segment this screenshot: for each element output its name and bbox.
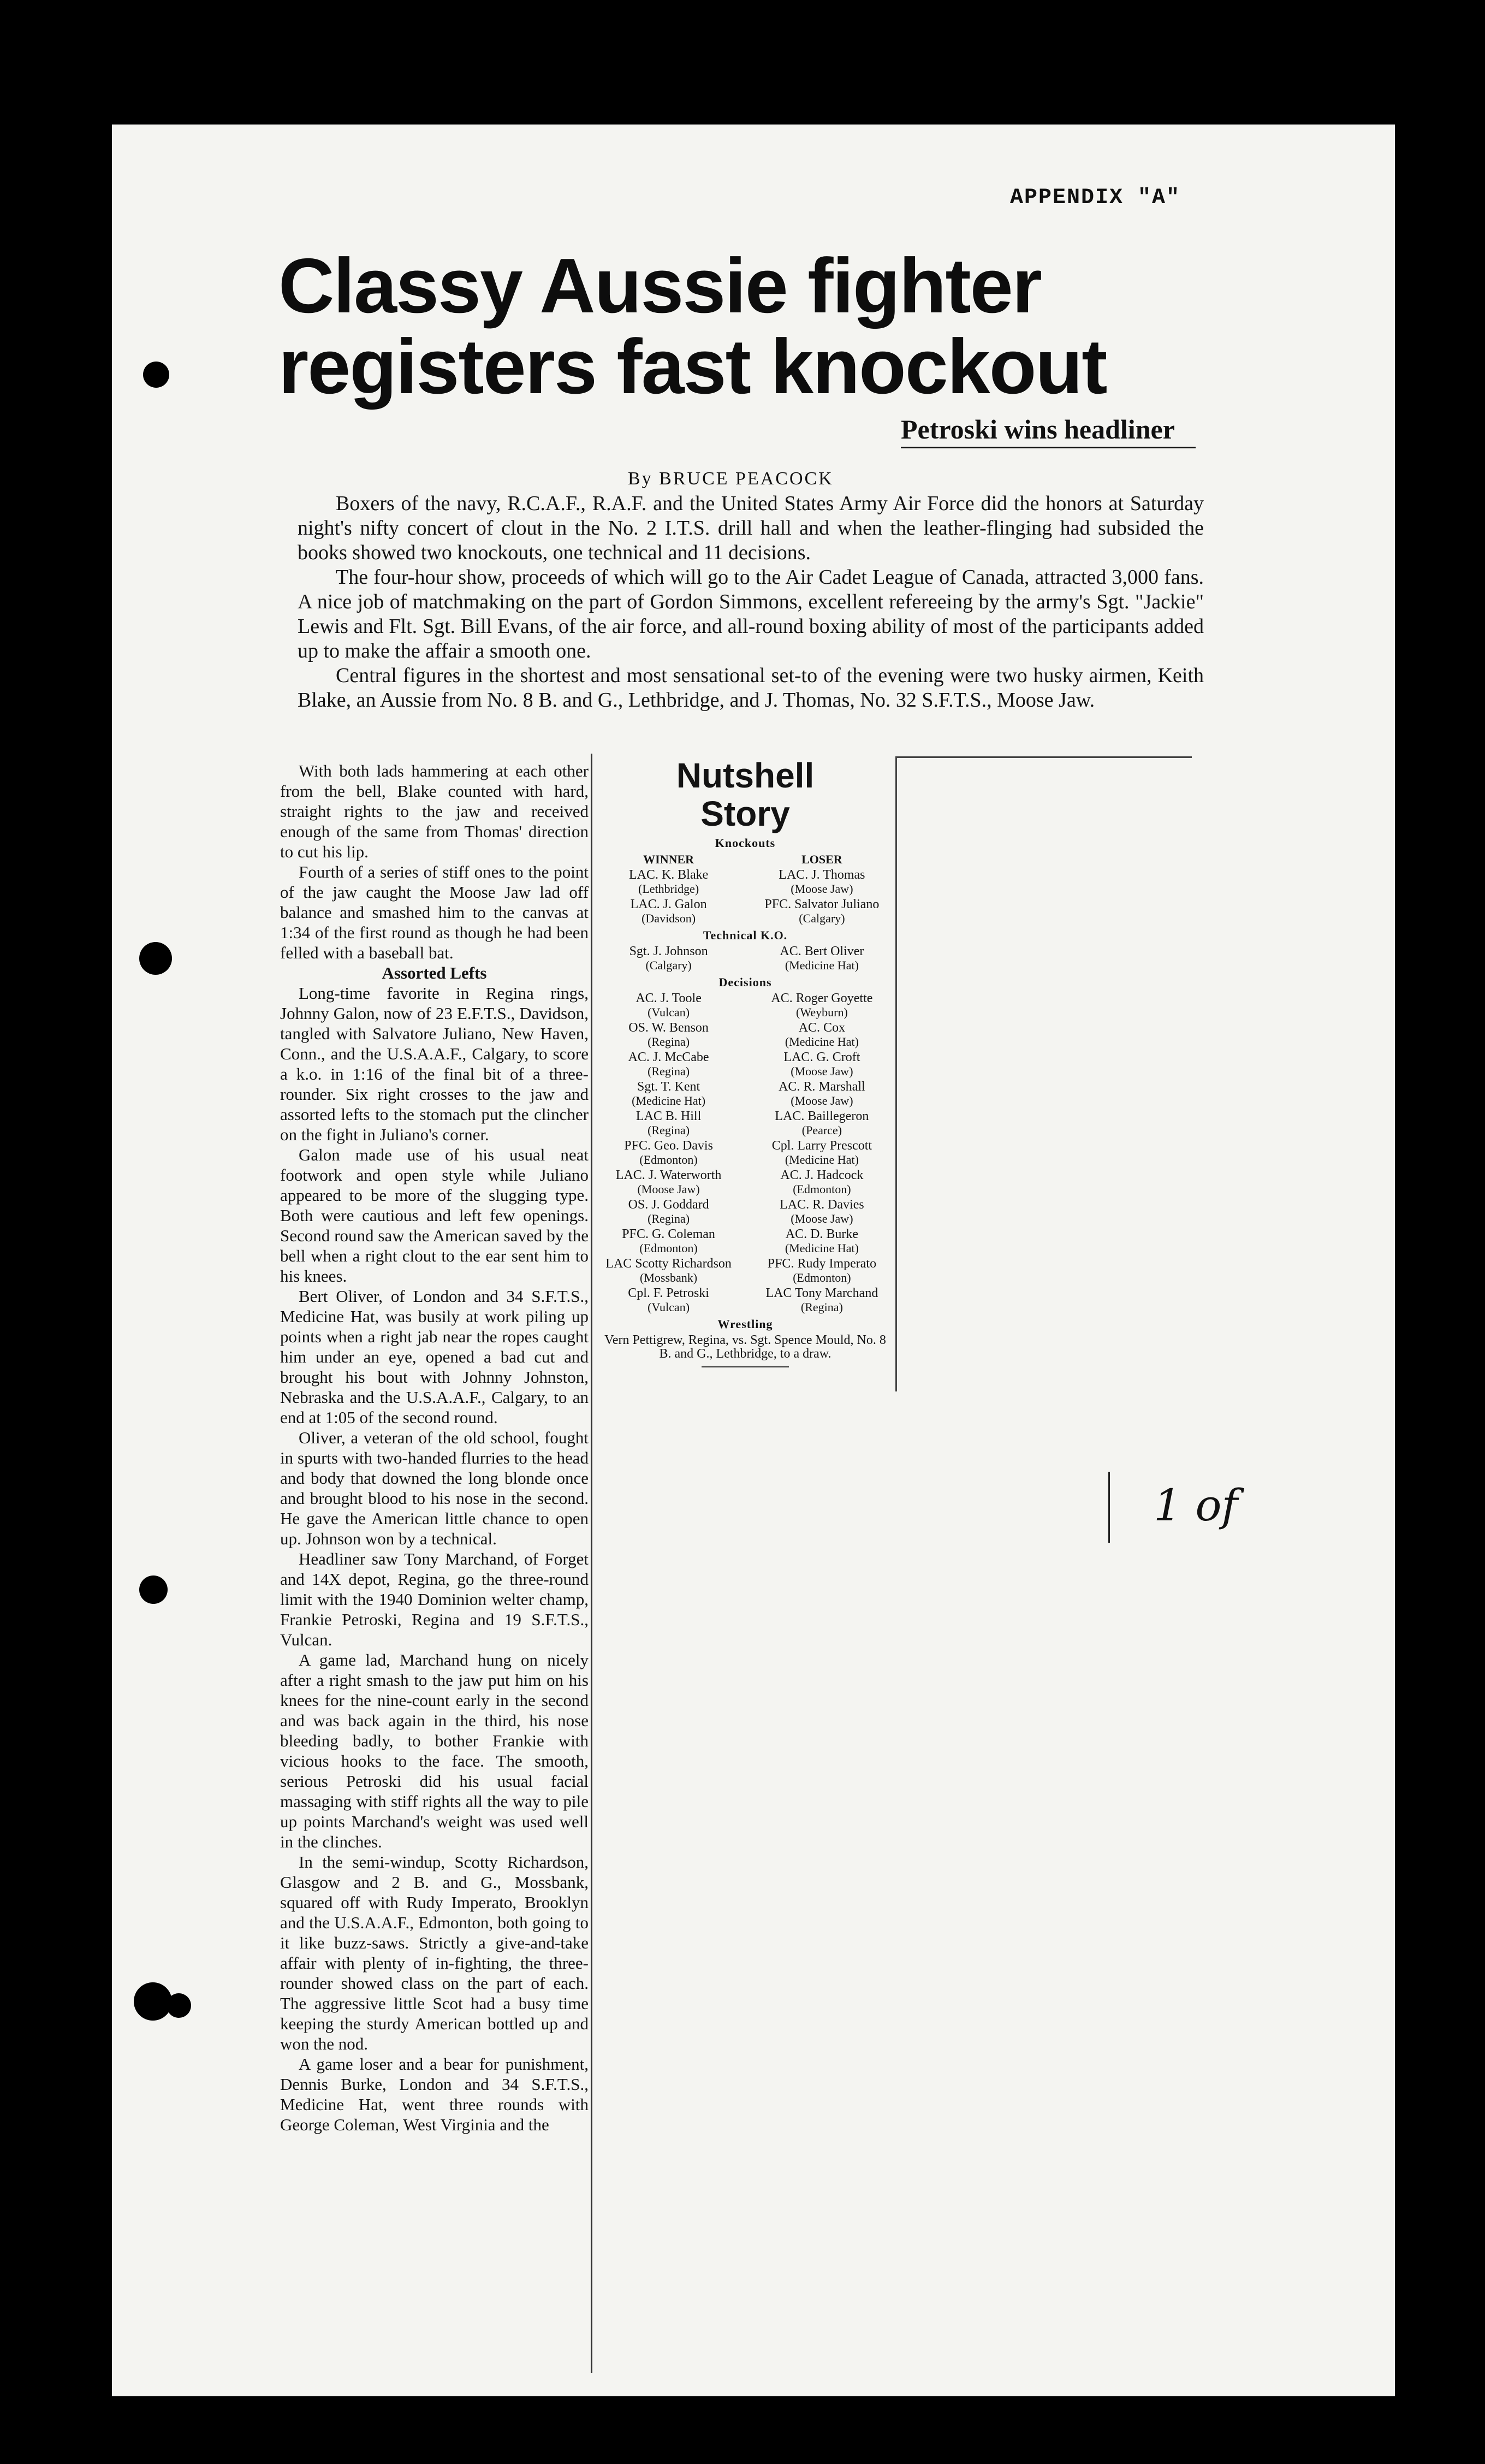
loser-station: (Weyburn)	[796, 1005, 848, 1019]
winner-name: LAC B. Hill	[635, 1109, 702, 1123]
loser-name: PFC. Rudy Imperato	[767, 1257, 877, 1271]
paragraph: Long-time favorite in Regina rings, Johnny Galon, now of 23 E.F.T.S., Davidson, tangled with Salvatore Juliano, New Haven, Conn., and the U.S.A.A.F., Calgary, to score a k.o. in 1:16 of the final bit of a three-rounder. Six right crosses to the jaw and assorted lefts to the stomach put the clincher on the fight in Juliano's corner.	[280, 984, 589, 1144]
loser-station: (Medicine Hat)	[785, 1153, 859, 1166]
loser-header: LOSER	[801, 852, 842, 866]
loser-name: AC. D. Burke	[785, 1227, 859, 1241]
loser-cell	[751, 1139, 893, 1166]
paragraph: Bert Oliver, of London and 34 S.F.T.S., Medicine Hat, was busily at work piling up points when a right jab near the ropes caught him under an eye, opened a bad cut and brought his bout with Johnny Johnston, Nebraska and the U.S.A.A.F., Calgary, to an end at 1:05 of the second round.	[280, 1287, 589, 1427]
result-row	[598, 1051, 893, 1078]
loser-name: LAC. Baillegeron	[775, 1109, 869, 1123]
result-row	[598, 1021, 893, 1049]
loser-cell	[751, 1021, 893, 1049]
headline-line: Classy Aussie fighter	[278, 242, 1041, 329]
loser-cell	[751, 1198, 893, 1225]
loser-cell	[751, 1287, 893, 1314]
winner-cell	[598, 1051, 739, 1078]
loser-station: (Edmonton)	[793, 1271, 851, 1284]
column-headers	[598, 852, 893, 866]
paragraph: Boxers of the navy, R.C.A.F., R.A.F. and the United States Army Air Force did the honors at Saturday night's nifty concert of clout in the No. 2 I.T.S. drill hall and when the leather-flinging had subsided the books showed two knockouts, one technical and 11 decisions.	[298, 492, 1204, 564]
winner-cell	[598, 945, 739, 972]
paragraph: Headliner saw Tony Marchand, of Forget and 14X depot, Regina, go the three-round limit with the 1940 Dominion welter champ, Frankie Petroski, Regina and 19 S.F.T.S., Vulcan.	[280, 1549, 589, 1649]
paragraph: A game lad, Marchand hung on nicely after a right smash to the jaw put him on his knees for the nine-count early in the second and was back again in the third, his nose bleeding badly, to bother Frankie with vicious hooks to the face. The smooth, serious Petroski did his usual facial massaging with stiff rights all the way to pile up points Marchand's weight was used well in the clinches.	[280, 1650, 589, 1851]
loser-name: PFC. Salvator Juliano	[764, 897, 880, 911]
article-column	[280, 761, 589, 2135]
loser-name: LAC. R. Davies	[780, 1198, 864, 1212]
loser-name: AC. Bert Oliver	[780, 944, 864, 958]
winner-station: (Moose Jaw)	[637, 1182, 700, 1196]
winner-station: (Vulcan)	[648, 1005, 690, 1019]
result-row	[598, 1228, 893, 1255]
loser-station: (Moose Jaw)	[791, 1094, 853, 1107]
punch-hole	[134, 1982, 172, 2021]
nutshell-title: Nutshell	[676, 756, 815, 795]
loser-name: LAC. G. Croft	[783, 1050, 860, 1064]
lead-paragraphs	[298, 491, 1204, 713]
loser-cell	[751, 868, 893, 896]
winner-name: LAC. J. Waterworth	[615, 1168, 722, 1182]
technical-label: Technical K.O.	[703, 928, 788, 942]
result-row	[598, 898, 893, 925]
loser-station: (Moose Jaw)	[791, 1064, 853, 1078]
knockouts-label: Knockouts	[715, 836, 776, 850]
winner-name: Sgt. J. Johnson	[629, 944, 708, 958]
punch-hole	[139, 942, 172, 975]
winner-station: (Medicine Hat)	[632, 1094, 706, 1107]
result-row	[598, 1169, 893, 1196]
winner-name: LAC. K. Blake	[628, 868, 709, 882]
winner-cell	[598, 1169, 739, 1196]
winner-cell	[598, 1287, 739, 1314]
winner-name: Sgt. T. Kent	[637, 1080, 700, 1094]
loser-name: AC. J. Hadcock	[780, 1168, 864, 1182]
end-rule	[702, 1366, 789, 1367]
winner-station: (Regina)	[648, 1123, 690, 1137]
paragraph: Fourth of a series of stiff ones to the point of the jaw caught the Moose Jaw lad off balance and smashed him to the canvas at 1:34 of the first round as though he had been felled with a baseball bat.	[280, 862, 589, 962]
blank-frame	[895, 756, 1192, 1391]
winner-name: AC. J. Toole	[635, 991, 702, 1005]
loser-cell	[751, 1051, 893, 1078]
paragraph: The four-hour show, proceeds of which will go to the Air Cadet League of Canada, attracted 3,000 fans. A nice job of matchmaking on the part of Gordon Simmons, excellent refereeing by the army's Sgt. "Jackie" Lewis and Flt. Sgt. Bill Evans, of the air force, and all-round boxing ability of most of the participants added up to make the affair a smooth one.	[298, 566, 1204, 662]
loser-name: AC. Cox	[798, 1021, 846, 1035]
loser-cell	[751, 898, 893, 925]
column-divider	[591, 754, 592, 2373]
wrestling-result: Vern Pettigrew, Regina, vs. Sgt. Spence Mould, No. 8 B. and G., Lethbridge, to a draw.	[604, 1333, 886, 1361]
winner-station: (Mossbank)	[640, 1271, 698, 1284]
winner-cell	[598, 898, 739, 925]
paragraph: Galon made use of his usual neat footwork and open style while Juliano appeared to be more of the slugging type. Both were cautious and left few openings. Second round saw the American saved by the bell when a right clout to the ear sent him to his knees.	[280, 1145, 589, 1286]
byline: By BRUCE PEACOCK	[628, 469, 834, 489]
winner-cell	[598, 1198, 739, 1225]
winner-cell	[598, 1228, 739, 1255]
winner-name: OS. W. Benson	[628, 1021, 709, 1035]
winner-cell	[598, 1257, 739, 1284]
result-row	[598, 1139, 893, 1166]
loser-station: (Moose Jaw)	[791, 882, 853, 896]
punch-hole	[139, 1575, 168, 1604]
section-subhead: Assorted Lefts	[382, 963, 487, 982]
loser-name: AC. R. Marshall	[779, 1080, 865, 1094]
handwritten-text: 1 of	[1154, 1480, 1238, 1531]
result-row	[598, 992, 893, 1019]
punch-hole	[167, 1993, 191, 2018]
loser-cell	[751, 1080, 893, 1107]
loser-cell	[751, 945, 893, 972]
winner-station: (Edmonton)	[639, 1241, 698, 1255]
nutshell-title: Story	[700, 794, 790, 833]
winner-cell	[598, 868, 739, 896]
paragraph: A game loser and a bear for punishment, Dennis Burke, London and 34 S.F.T.S., Medicine Hat, went three rounds with George Coleman, West Virginia and the	[280, 2054, 589, 2134]
loser-name: Cpl. Larry Prescott	[771, 1139, 872, 1153]
winner-station: (Edmonton)	[639, 1153, 698, 1166]
winner-cell	[598, 992, 739, 1019]
knockout-results	[598, 868, 893, 925]
technical-results	[598, 945, 893, 972]
winner-station: (Lethbridge)	[638, 882, 699, 896]
punch-hole	[143, 362, 169, 388]
winner-name: LAC Scotty Richardson	[605, 1257, 732, 1271]
result-row	[598, 868, 893, 896]
loser-cell	[751, 1110, 893, 1137]
loser-station: (Pearce)	[801, 1123, 842, 1137]
paragraph: Central figures in the shortest and most sensational set-to of the evening were two husky airmen, Keith Blake, an Aussie from No. 8 B. and G., Lethbridge, and J. Thomas, No. 32 S.F.T.S., Moose Jaw.	[298, 664, 1204, 712]
loser-station: (Medicine Hat)	[785, 958, 859, 972]
winner-name: Cpl. F. Petroski	[628, 1286, 709, 1300]
winner-name: LAC. J. Galon	[630, 897, 707, 911]
wrestling-label: Wrestling	[717, 1317, 773, 1331]
winner-station: (Regina)	[648, 1064, 690, 1078]
loser-station: (Edmonton)	[793, 1182, 851, 1196]
result-row	[598, 1257, 893, 1284]
subheadline: Petroski wins headliner	[901, 414, 1175, 445]
headline-line: registers fast knockout	[278, 323, 1107, 410]
appendix-label: APPENDIX "A"	[1010, 186, 1181, 210]
loser-name: LAC. J. Thomas	[779, 868, 865, 882]
paragraph: With both lads hammering at each other from the bell, Blake counted with hard, straight rights to the jaw and received enough of the same from Thomas' direction to cut his lip.	[280, 761, 589, 861]
nutshell-story-box	[598, 756, 893, 1367]
winner-station: (Regina)	[648, 1212, 690, 1225]
loser-cell	[751, 1228, 893, 1255]
loser-station: (Medicine Hat)	[785, 1035, 859, 1049]
loser-station: (Medicine Hat)	[785, 1241, 859, 1255]
decisions-label: Decisions	[718, 975, 772, 989]
winner-station: (Calgary)	[645, 958, 692, 972]
loser-name: AC. Roger Goyette	[771, 991, 873, 1005]
loser-station: (Moose Jaw)	[791, 1212, 853, 1225]
paragraph: In the semi-windup, Scotty Richardson, Glasgow and 2 B. and G., Mossbank, squared off with Rudy Imperato, Brooklyn and the U.S.A.A.F., Edmonton, both going to it like buzz-saws. Strictly a give-and-take affair with plenty of in-fighting, the three-rounder showed class on the part of each. The aggressive little Scot had a busy time keeping the sturdy American bottled up and won the nod.	[280, 1852, 589, 2053]
handwritten-note	[1108, 1472, 1296, 1543]
winner-name: PFC. G. Coleman	[622, 1227, 715, 1241]
subhead-rule	[901, 447, 1196, 448]
loser-station: (Calgary)	[799, 911, 845, 925]
winner-station: (Davidson)	[641, 911, 696, 925]
result-row	[598, 1198, 893, 1225]
loser-station: (Regina)	[800, 1300, 843, 1314]
winner-header: WINNER	[643, 852, 694, 866]
loser-cell	[751, 1169, 893, 1196]
winner-cell	[598, 1021, 739, 1049]
loser-cell	[751, 1257, 893, 1284]
decision-results	[598, 992, 893, 1314]
winner-name: OS. J. Goddard	[628, 1198, 709, 1212]
loser-name: LAC Tony Marchand	[765, 1286, 878, 1300]
winner-cell	[598, 1080, 739, 1107]
result-row	[598, 1110, 893, 1137]
result-row	[598, 1287, 893, 1314]
result-row	[598, 1080, 893, 1107]
winner-name: PFC. Geo. Davis	[624, 1139, 713, 1153]
loser-cell	[751, 992, 893, 1019]
winner-name: AC. J. McCabe	[628, 1050, 709, 1064]
headline	[278, 242, 1250, 410]
winner-station: (Vulcan)	[648, 1300, 690, 1314]
winner-cell	[598, 1110, 739, 1137]
paragraph: Oliver, a veteran of the old school, fought in spurts with two-handed flurries to the head and body that downed the long blonde once and brought blood to his nose in the second. He gave the American little chance to open up. Johnson won by a technical.	[280, 1428, 589, 1548]
winner-cell	[598, 1139, 739, 1166]
winner-station: (Regina)	[648, 1035, 690, 1049]
result-row	[598, 945, 893, 972]
